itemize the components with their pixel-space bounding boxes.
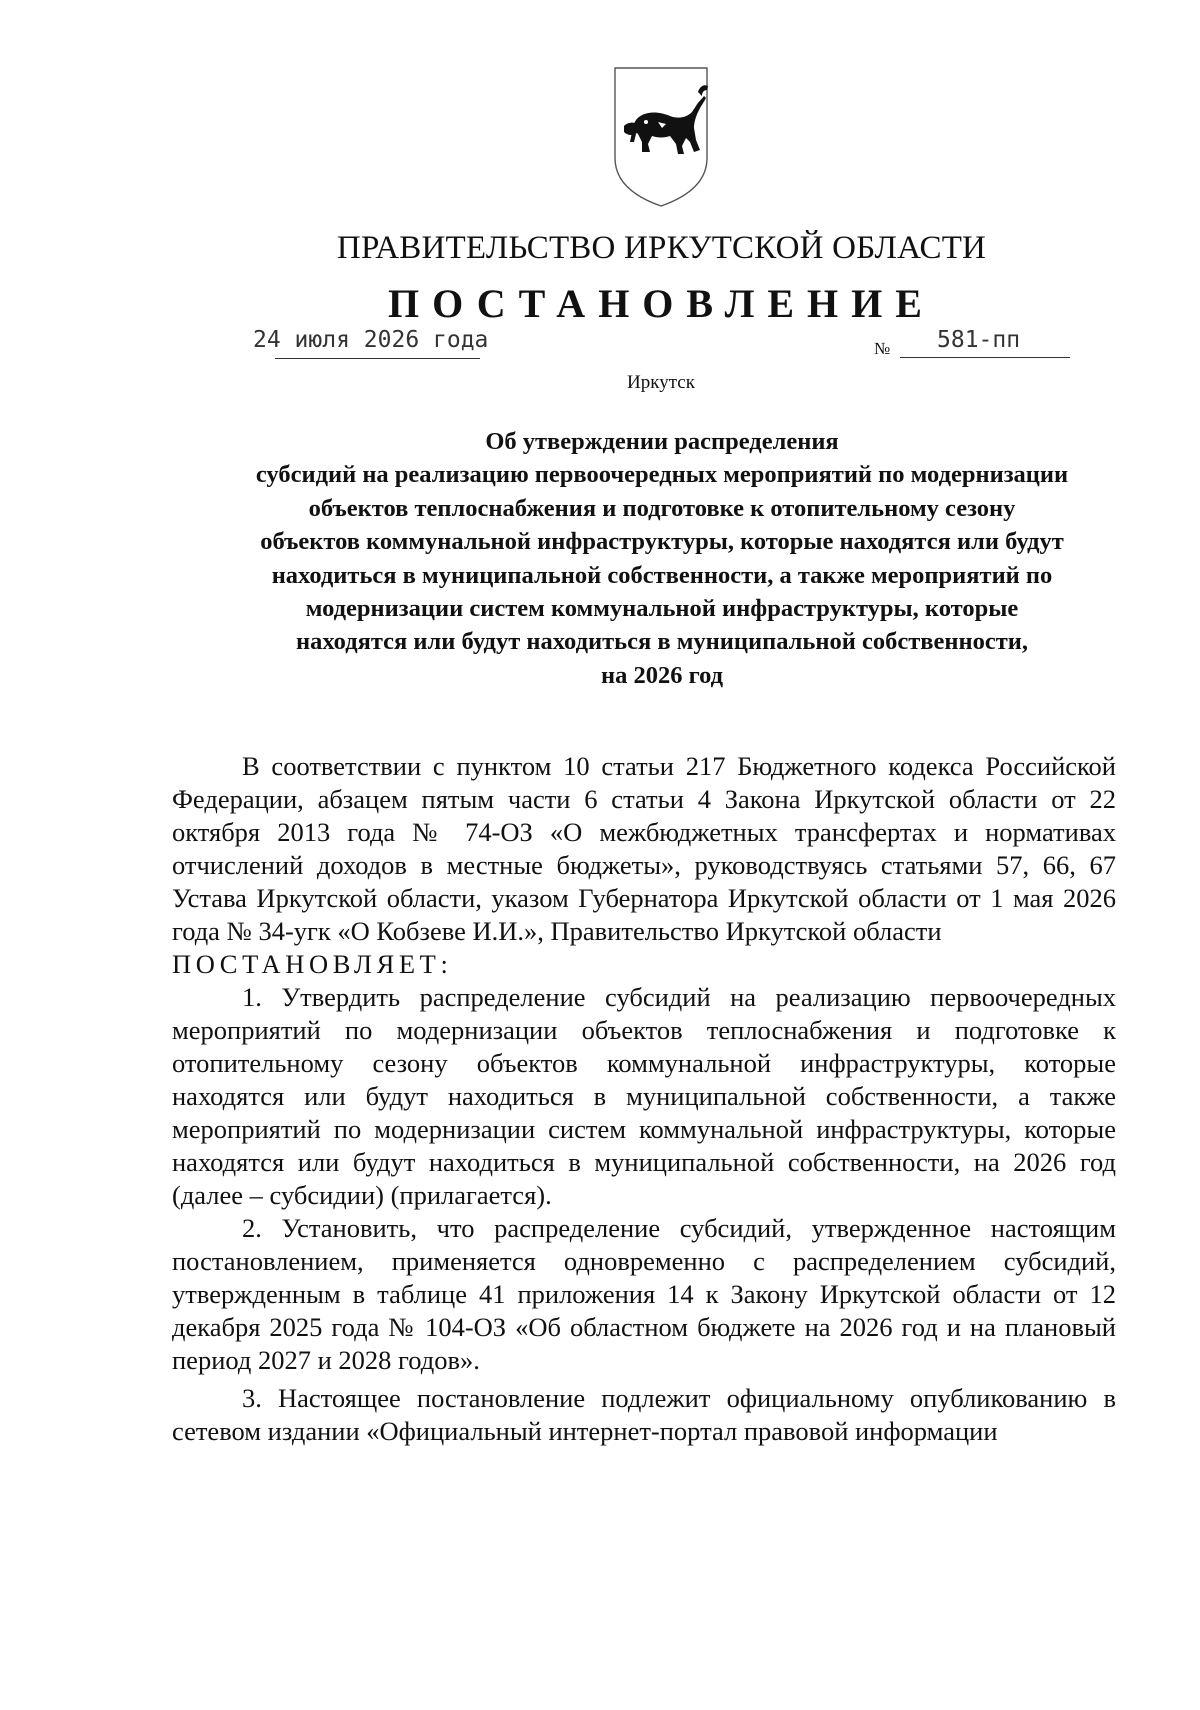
government-name: ПРАВИТЕЛЬСТВО ИРКУТСКОЙ ОБЛАСТИ <box>336 230 987 266</box>
document-type-heading: ПОСТАНОВЛЕНИЕ <box>388 281 935 326</box>
preamble-paragraph: В соответствии с пунктом 10 статьи 217 Бюджетного кодекса Российской Федерации, абзацем пятым части 6 статьи 4 Закона Иркутской области от 22 октября 2013 года № 74-ОЗ «О межбюджетных трансфертах и нормативах отчислений доходов в местные бюджеты», руководствуясь статьями 57, 66, 67 Устава Иркутской области, указом Губернатора Иркутской области от 1 мая 2026 года № 34-угк «О Кобзеве И.И.», Правительство Иркутской области <box>172 751 1116 946</box>
date-underline <box>275 358 480 359</box>
document-city: Иркутск <box>627 372 695 393</box>
title-line: объектов теплоснабжения и подготовке к отопительному сезону <box>308 494 1016 522</box>
title-line: на 2026 год <box>600 661 724 689</box>
document-number: 581-пп <box>937 327 1021 353</box>
number-underline <box>900 357 1070 358</box>
item-3-paragraph: 3. Настоящее постановление подлежит официальному опубликованию в сетевом издании «Официальный интернет-портал правовой информации <box>172 1383 1116 1446</box>
title-line: объектов коммунальной инфраструктуры, которые находятся или будут <box>260 528 1064 556</box>
item-1-paragraph: 1. Утвердить распределение субсидий на реализацию первоочередных мероприятий по модернизации объектов теплоснабжения и подготовке к отопительному сезону объектов коммунальной инфраструктуры, которые находятся или будут находиться в муниципальной собственности, а также мероприятий по модернизации систем коммунальной инфраструктуры, которые находятся или будут находиться в муниципальной собственности, на 2026 год (далее – субсидии) (прилагается). <box>172 982 1116 1210</box>
title-line: находиться в муниципальной собственности, а также мероприятий по <box>271 561 1053 589</box>
title-line: модернизации систем коммунальной инфраструктуры, которые <box>305 595 1019 623</box>
item-2-paragraph: 2. Установить, что распределение субсидий, утвержденное настоящим постановлением, применяется одновременно с распределением субсидий, утвержденным в таблице 41 приложения 14 к Закону Иркутской области от 12 декабря 2025 года № 104-ОЗ «Об областном бюджете на 2026 год и на плановый период 2027 и 2028 годов». <box>172 1213 1116 1375</box>
title-line: находятся или будут находиться в муниципальной собственности, <box>295 628 1029 656</box>
document-title <box>162 425 1162 692</box>
document-date: 24 июля 2026 года <box>253 327 489 353</box>
document-body <box>172 750 1116 1448</box>
resolves-heading: ПОСТАНОВЛЯЕТ: <box>172 949 453 979</box>
title-line: субсидий на реализацию первоочередных мероприятий по модернизации <box>255 461 1069 489</box>
number-sign: № <box>874 339 891 358</box>
title-line: Об утверждении распределения <box>485 428 839 455</box>
irkutsk-coat-of-arms-icon <box>612 66 710 208</box>
